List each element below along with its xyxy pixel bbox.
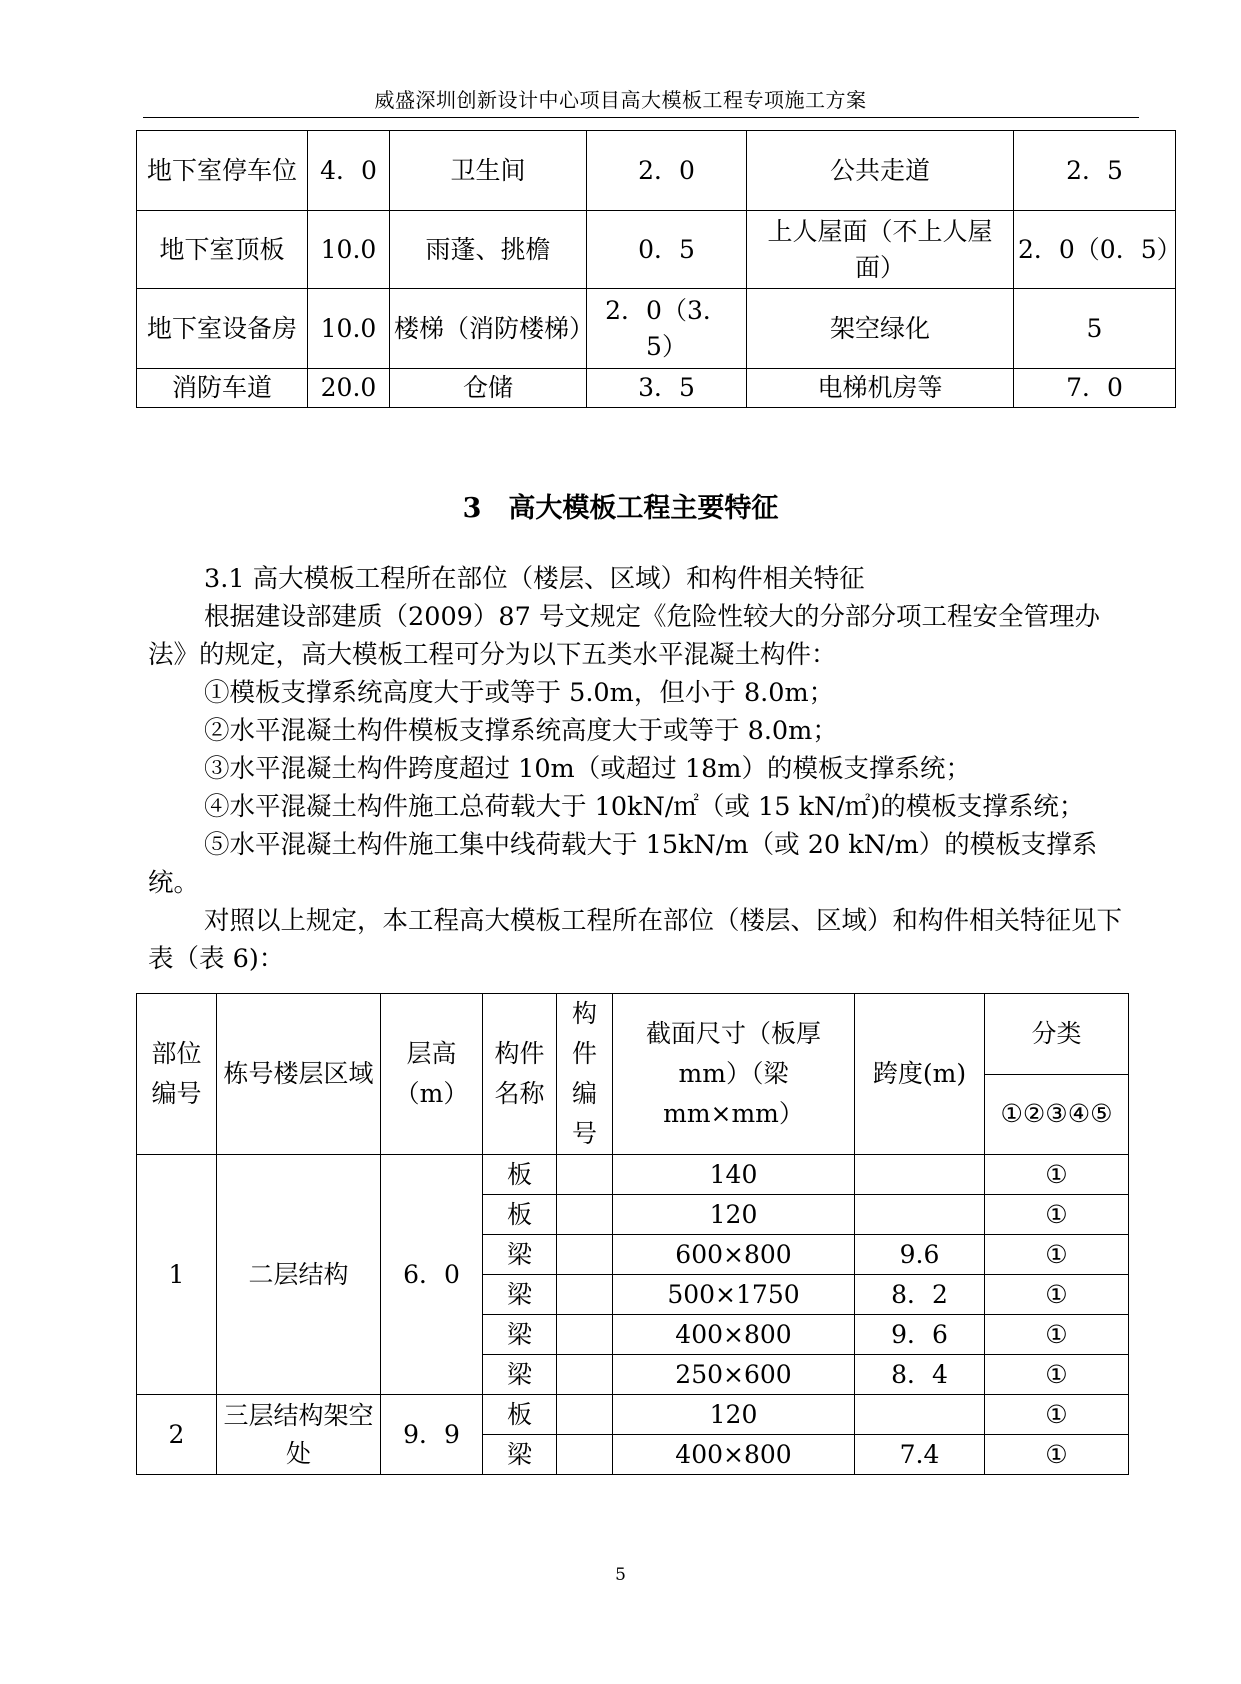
table-cell: 梁 <box>483 1315 557 1355</box>
header-category: 分类 <box>985 994 1129 1075</box>
table-cell: 9．9 <box>381 1395 483 1475</box>
table-cell <box>557 1275 613 1315</box>
table-cell: 3．5 <box>587 369 747 408</box>
table-row <box>137 289 1176 369</box>
table-cell: 公共走道 <box>747 131 1014 211</box>
list-item: ②水平混凝土构件模板支撑系统高度大于或等于 8.0m； <box>204 716 838 746</box>
table-cell: 梁 <box>483 1235 557 1275</box>
table-row <box>137 1395 1129 1435</box>
page-number: 5 <box>615 1565 626 1585</box>
table-cell: 地下室停车位 <box>137 131 308 211</box>
table-cell: 10.0 <box>308 211 390 289</box>
table-cell: 9．6 <box>855 1315 985 1355</box>
table-row <box>137 131 1176 211</box>
table-row <box>137 211 1176 289</box>
table-row <box>137 369 1176 408</box>
table-cell: 20.0 <box>308 369 390 408</box>
table-cell: 10.0 <box>308 289 390 369</box>
table-cell: 板 <box>483 1195 557 1235</box>
table-cell: 2．0（0．5） <box>1014 211 1176 289</box>
table-cell <box>557 1315 613 1355</box>
table-cell: 1 <box>137 1155 217 1395</box>
table-cell <box>855 1155 985 1195</box>
table-cell: 2．0（3．5） <box>587 289 747 369</box>
header-section-size: 截面尺寸（板厚 mm）（梁 mm×mm） <box>613 994 855 1155</box>
paragraph: 根据建设部建质（2009）87 号文规定《危险性较大的分部分项工程安全管理办法》的规定，高大模板工程可分为以下五类水平混凝土构件： <box>148 602 1100 670</box>
table-cell: 梁 <box>483 1355 557 1395</box>
list-item: ④水平混凝土构件施工总荷载大于 10kN/㎡（或 15 kN/㎡)的模板支撑系统； <box>204 792 1085 822</box>
table-cell: 二层结构 <box>217 1155 381 1395</box>
body-text <box>148 560 1138 978</box>
table-cell <box>557 1235 613 1275</box>
table-cell: 8．4 <box>855 1355 985 1395</box>
table-cell: 4．0 <box>308 131 390 211</box>
table-header-row <box>137 994 1129 1075</box>
table-cell <box>557 1395 613 1435</box>
table-cell: ① <box>985 1235 1129 1275</box>
table-cell: 梁 <box>483 1435 557 1475</box>
list-item: ③水平混凝土构件跨度超过 10m（或超过 18m）的模板支撑系统； <box>204 754 971 784</box>
table-cell <box>557 1355 613 1395</box>
list-item: ①模板支撑系统高度大于或等于 5.0m，但小于 8.0m； <box>204 678 835 708</box>
table-cell: 2 <box>137 1395 217 1475</box>
table-cell: 7.4 <box>855 1435 985 1475</box>
table-cell: 140 <box>613 1155 855 1195</box>
header-building-floor: 栋号楼层区域 <box>217 994 381 1155</box>
table-cell: 板 <box>483 1395 557 1435</box>
table-cell: 5 <box>1014 289 1176 369</box>
running-header: 威盛深圳创新设计中心项目高大模板工程专项施工方案 <box>374 88 867 112</box>
table-cell: 400×800 <box>613 1435 855 1475</box>
table-cell <box>557 1155 613 1195</box>
header-rule <box>143 117 1139 118</box>
table-cell: 500×1750 <box>613 1275 855 1315</box>
table-cell: 上人屋面（不上人屋面） <box>747 211 1014 289</box>
table-cell: 8．2 <box>855 1275 985 1315</box>
table-cell: ① <box>985 1275 1129 1315</box>
table-cell: 2．5 <box>1014 131 1176 211</box>
table-cell <box>557 1435 613 1475</box>
table-cell: 雨蓬、挑檐 <box>390 211 587 289</box>
table-cell: 地下室设备房 <box>137 289 308 369</box>
table-cell: 7．0 <box>1014 369 1176 408</box>
table-cell: 9.6 <box>855 1235 985 1275</box>
table-cell: 600×800 <box>613 1235 855 1275</box>
table-cell: 楼梯（消防楼梯） <box>390 289 587 369</box>
table-cell: 电梯机房等 <box>747 369 1014 408</box>
table-cell: 架空绿化 <box>747 289 1014 369</box>
table-cell: 120 <box>613 1195 855 1235</box>
header-member-no: 构件编号 <box>557 994 613 1155</box>
table-cell <box>557 1195 613 1235</box>
table-cell: 250×600 <box>613 1355 855 1395</box>
table-cell: ① <box>985 1195 1129 1235</box>
subsection-heading: 3.1 高大模板工程所在部位（楼层、区域）和构件相关特征 <box>204 564 865 594</box>
header-member-name: 构件名称 <box>483 994 557 1155</box>
section-title: 3 高大模板工程主要特征 <box>462 493 779 524</box>
header-span: 跨度(m) <box>855 994 985 1155</box>
table-cell: 三层结构架空处 <box>217 1395 381 1475</box>
table-cell: 梁 <box>483 1275 557 1315</box>
table-cell: 卫生间 <box>390 131 587 211</box>
table-cell: 地下室顶板 <box>137 211 308 289</box>
table-cell: ① <box>985 1355 1129 1395</box>
table-cell: 120 <box>613 1395 855 1435</box>
table-cell: ① <box>985 1315 1129 1355</box>
table-cell: 400×800 <box>613 1315 855 1355</box>
table-cell: 0．5 <box>587 211 747 289</box>
table-row <box>137 1155 1129 1195</box>
table-cell: ① <box>985 1155 1129 1195</box>
table-cell <box>855 1195 985 1235</box>
floor-load-table <box>136 130 1182 408</box>
table-cell: ① <box>985 1435 1129 1475</box>
list-item: ⑤水平混凝土构件施工集中线荷载大于 15kN/m（或 20 kN/m）的模板支撑系统。 <box>148 830 1098 898</box>
paragraph: 对照以上规定，本工程高大模板工程所在部位（楼层、区域）和构件相关特征见下表（表 6)： <box>148 906 1123 974</box>
header-part-no: 部位编号 <box>137 994 217 1155</box>
table-cell: 2．0 <box>587 131 747 211</box>
table-cell: 6．0 <box>381 1155 483 1395</box>
table-cell: 消防车道 <box>137 369 308 408</box>
header-category-sub: ①②③④⑤ <box>985 1074 1129 1155</box>
header-floor-height: 层高（m） <box>381 994 483 1155</box>
table-cell: ① <box>985 1395 1129 1435</box>
table-cell: 仓储 <box>390 369 587 408</box>
table-cell: 板 <box>483 1155 557 1195</box>
table-cell <box>855 1395 985 1435</box>
feature-table <box>136 993 1129 1475</box>
